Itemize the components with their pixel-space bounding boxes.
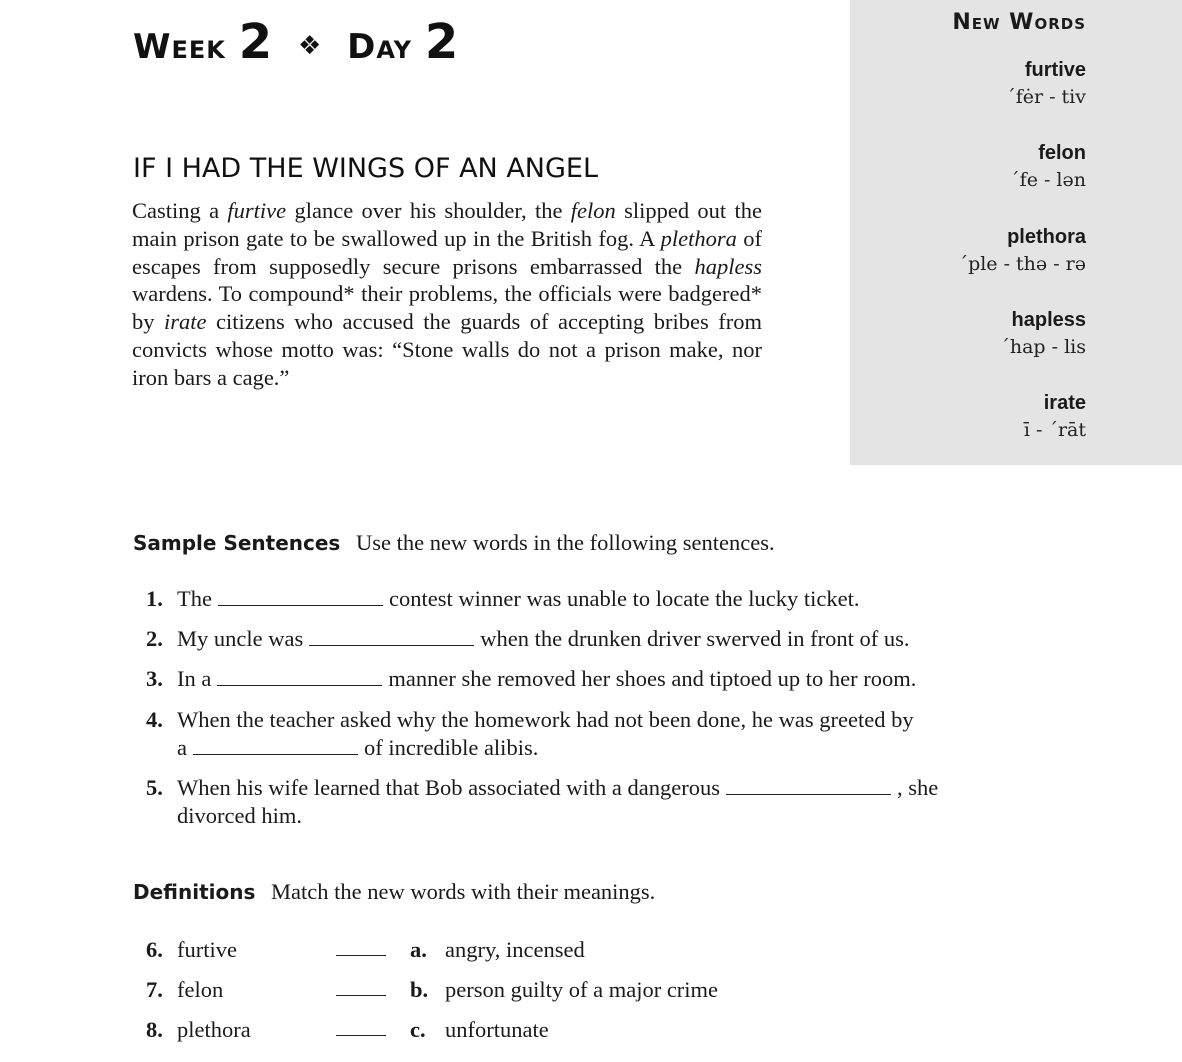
definition-row xyxy=(146,1016,946,1046)
story-text: wardens. To compound* their problems, the officials were badgered* by xyxy=(132,281,762,335)
new-words-title: New Words xyxy=(952,10,1086,35)
meaning-text: person guilty of a major crime xyxy=(445,977,719,1002)
sentence-text: a xyxy=(177,735,187,760)
page-title xyxy=(133,14,459,70)
word-entry-felon xyxy=(1010,140,1086,194)
sentence-text: divorced him. xyxy=(177,803,302,828)
item-number: 1. xyxy=(146,586,163,611)
week-label: Week xyxy=(133,27,226,67)
day-number: 2 xyxy=(424,14,460,70)
answer-blank[interactable] xyxy=(336,995,386,996)
sentence-text: When the teacher asked why the homework had not been done, he was greeted by xyxy=(177,707,914,732)
sentence-item xyxy=(146,625,1046,653)
item-number: 5. xyxy=(146,775,163,800)
meaning-letter: a. xyxy=(410,937,427,962)
answer-blank[interactable] xyxy=(336,955,386,956)
story-vocab-word: hapless xyxy=(694,253,762,279)
section-label: Definitions xyxy=(133,880,256,904)
word-entry-furtive xyxy=(1006,57,1086,111)
definitions-heading xyxy=(133,879,655,905)
item-number: 2. xyxy=(146,626,163,651)
word-term: plethora xyxy=(1007,226,1086,248)
word-pronunciation: ´fėr - tiv xyxy=(1006,86,1086,108)
sentence-item xyxy=(146,665,1046,693)
section-instruction: Use the new words in the following sentences. xyxy=(355,530,775,555)
word-entry-hapless xyxy=(1000,307,1086,361)
word-pronunciation: ´fe - lən xyxy=(1010,169,1086,191)
answer-blank[interactable] xyxy=(193,740,358,755)
answer-blank[interactable] xyxy=(726,780,891,795)
section-instruction: Match the new words with their meanings. xyxy=(271,879,656,904)
sentence-text: of incredible alibis. xyxy=(364,735,539,760)
story-paragraph xyxy=(132,197,762,392)
sentence-item xyxy=(146,774,1046,830)
story-text: slipped out the main prison gate to be swallowed up in the British fog. A xyxy=(132,198,762,251)
word-entry-plethora xyxy=(959,224,1086,278)
day-label: Day xyxy=(347,27,413,67)
definition-word: furtive xyxy=(177,937,237,962)
story-title: IF I HAD THE WINGS OF AN ANGEL xyxy=(133,153,599,184)
item-number: 7. xyxy=(146,977,163,1002)
sentence-text: The xyxy=(177,586,212,611)
week-number: 2 xyxy=(238,14,274,70)
item-number: 8. xyxy=(146,1017,163,1042)
story-vocab-word: furtive xyxy=(227,198,287,223)
word-entry-irate xyxy=(1024,390,1086,444)
word-term: irate xyxy=(1043,392,1086,414)
word-term: hapless xyxy=(1011,309,1086,331)
definition-word: felon xyxy=(177,977,224,1002)
word-pronunciation: ´hap - lis xyxy=(1000,336,1086,358)
story-vocab-word: irate xyxy=(164,309,207,335)
item-number: 3. xyxy=(146,666,163,691)
sentence-text: When his wife learned that Bob associated with a dangerous xyxy=(177,775,720,800)
definition-word: plethora xyxy=(177,1017,251,1042)
item-number: 4. xyxy=(146,707,163,732)
story-text: glance over his shoulder, the xyxy=(286,198,571,223)
sentence-text: , she xyxy=(896,775,939,800)
sentence-text: when the drunken driver swerved in front of us. xyxy=(480,626,910,651)
definition-row xyxy=(146,976,946,1006)
sentence-text: In a xyxy=(177,666,212,691)
word-term: felon xyxy=(1038,142,1086,164)
sentence-item xyxy=(146,706,1046,762)
story-vocab-word: plethora xyxy=(660,225,737,251)
answer-blank[interactable] xyxy=(217,671,382,686)
word-pronunciation: ´ple - thə - rə xyxy=(958,253,1086,275)
answer-blank[interactable] xyxy=(309,631,474,646)
sentence-text: My uncle was xyxy=(177,626,304,651)
answer-blank[interactable] xyxy=(336,1035,386,1036)
sample-sentences-heading xyxy=(133,530,775,556)
story-text: of escapes from supposedly secure prisons embarrassed the xyxy=(132,225,762,279)
definition-row xyxy=(146,936,946,966)
answer-blank[interactable] xyxy=(218,591,383,606)
word-pronunciation: ī - ´rāt xyxy=(1023,419,1086,441)
meaning-letter: b. xyxy=(410,977,429,1002)
meaning-text: unfortunate xyxy=(445,1017,549,1042)
sentence-text: contest winner was unable to locate the lucky ticket. xyxy=(388,586,860,611)
section-label: Sample Sentences xyxy=(133,531,341,555)
new-words-sidebar xyxy=(850,0,1182,465)
word-term: furtive xyxy=(1024,59,1086,81)
diamond-separator-icon: ❖ xyxy=(297,31,323,61)
story-vocab-word: felon xyxy=(570,198,616,223)
sentence-item xyxy=(146,585,1046,613)
sentence-text: manner she removed her shoes and tiptoed up to her room. xyxy=(388,666,917,691)
story-text: Casting a xyxy=(132,198,228,223)
meaning-letter: c. xyxy=(410,1017,426,1042)
meaning-text: angry, incensed xyxy=(445,937,585,962)
item-number: 6. xyxy=(146,937,163,962)
story-text: citizens who accused the guards of accepting bribes from convicts whose motto was: “Stone walls do not a prison make, nor iron bars a cage.” xyxy=(132,309,763,390)
